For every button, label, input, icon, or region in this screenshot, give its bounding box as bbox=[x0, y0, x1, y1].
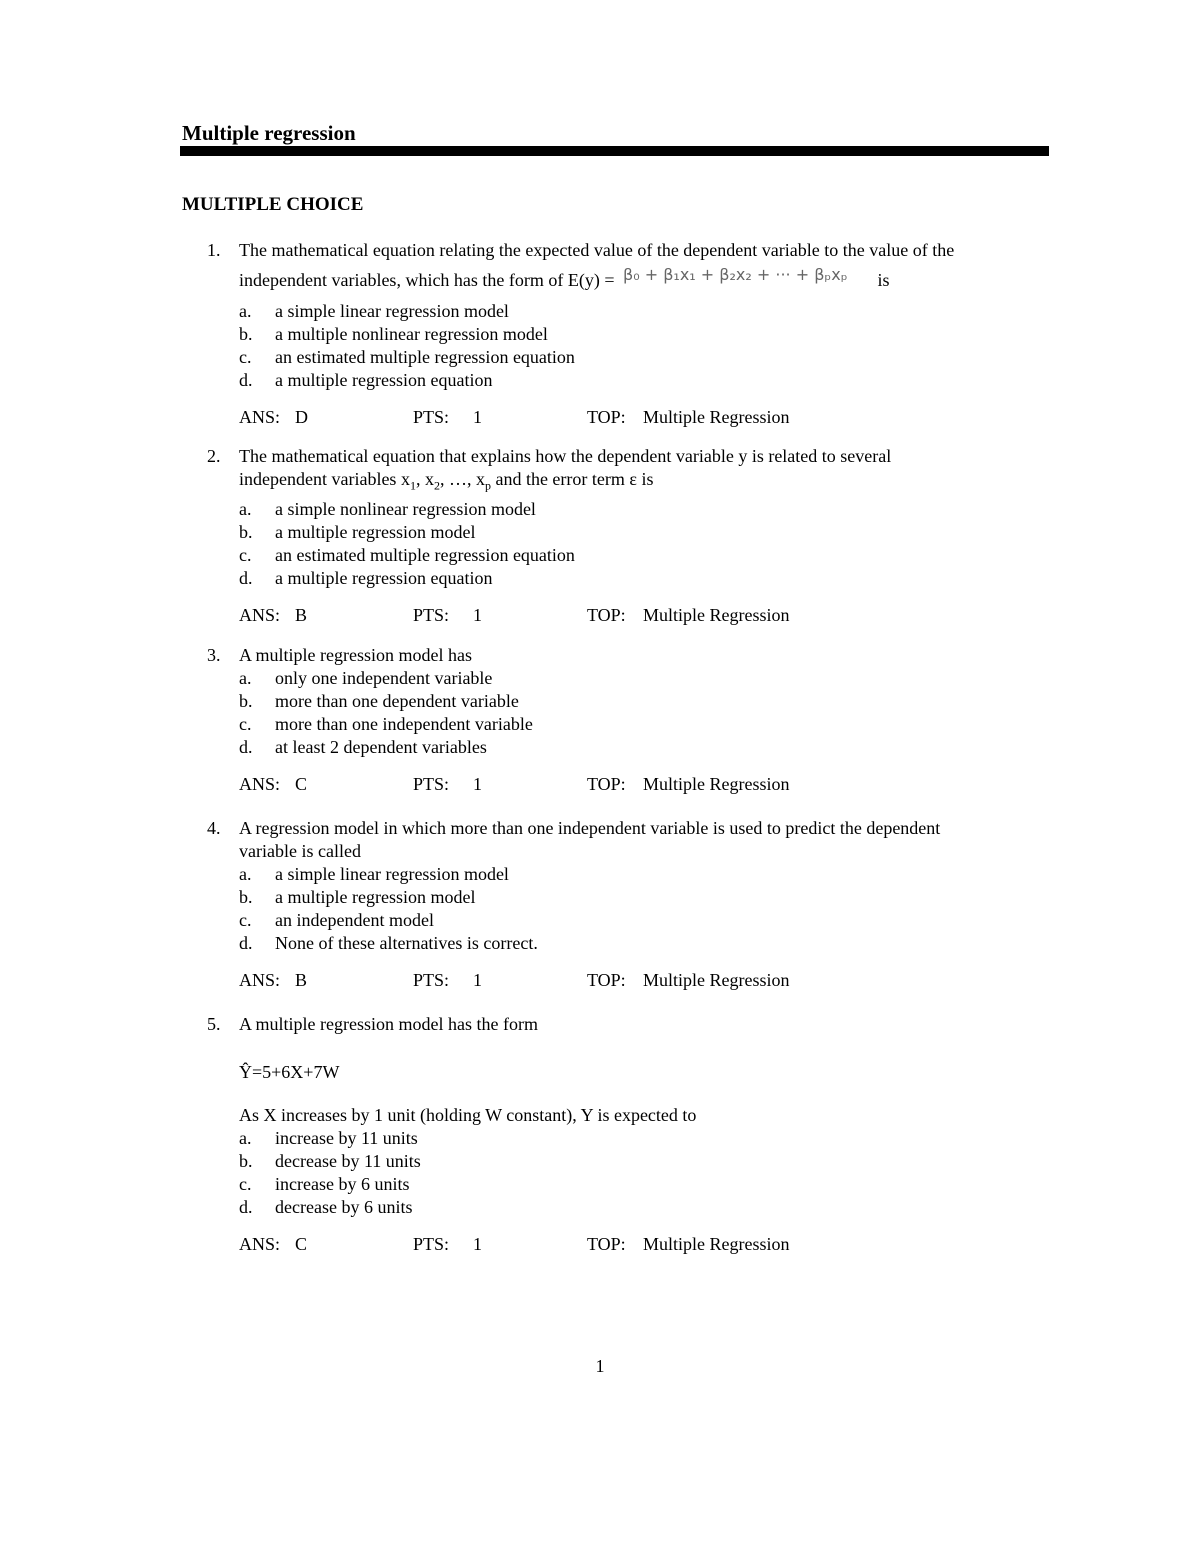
question-text-line: The mathematical equation relating the expected value of the dependent variable to the value of the bbox=[239, 240, 955, 260]
question-number: 1. bbox=[207, 240, 221, 260]
top-label: TOP: bbox=[587, 774, 626, 794]
ans-label: ANS: bbox=[239, 407, 281, 427]
question-stem bbox=[207, 817, 1037, 840]
answer-option: c. an estimated multiple regression equation bbox=[239, 544, 575, 565]
answer-option: b. more than one dependent variable bbox=[239, 691, 519, 711]
ans-value: B bbox=[295, 970, 308, 990]
question-stem bbox=[207, 239, 1037, 262]
question-stem bbox=[207, 644, 1037, 667]
pts-label: PTS: bbox=[413, 604, 450, 625]
answer-key-row bbox=[239, 1233, 1037, 1256]
top-value: Multiple Regression bbox=[643, 970, 790, 990]
top-label: TOP: bbox=[587, 970, 626, 990]
question-text-line: A multiple regression model has the form bbox=[239, 1014, 538, 1034]
top-value: Multiple Regression bbox=[643, 1234, 790, 1254]
answer-option: c. an independent model bbox=[239, 910, 434, 930]
document-title: Multiple regression bbox=[182, 121, 356, 145]
question-2 bbox=[207, 445, 1037, 627]
question-number: 2. bbox=[207, 446, 221, 466]
section-heading: MULTIPLE CHOICE bbox=[182, 194, 364, 215]
svg-text:β₀ + β₁x₁ + β₂x₂ + ··· + βₚxₚ: β₀ + β₁x₁ + β₂x₂ + ··· + βₚxₚ bbox=[623, 265, 848, 284]
top-value: Multiple Regression bbox=[643, 604, 790, 625]
answer-option: b. a multiple nonlinear regression model bbox=[239, 324, 548, 344]
question-text-line: variable is called bbox=[239, 841, 361, 861]
pts-label: PTS: bbox=[413, 1234, 450, 1254]
question-stem bbox=[207, 445, 1037, 468]
ans-label: ANS: bbox=[239, 774, 281, 794]
question-stem-line-2 bbox=[207, 840, 1037, 863]
answer-option: a. a simple linear regression model bbox=[239, 301, 509, 321]
answer-key-row bbox=[239, 604, 1037, 627]
question-4 bbox=[207, 817, 1037, 992]
regression-equation: Ŷ=5+6X+7W bbox=[239, 1062, 340, 1082]
regression-formula-image bbox=[623, 262, 869, 292]
answer-option: d. None of these alternatives is correct. bbox=[239, 933, 538, 953]
pts-label: PTS: bbox=[413, 407, 450, 427]
answer-key-row bbox=[239, 406, 1037, 429]
ans-value: C bbox=[295, 1234, 308, 1254]
pts-value: 1 bbox=[473, 604, 482, 625]
question-number: 3. bbox=[207, 645, 221, 665]
answer-option: a. a simple linear regression model bbox=[239, 864, 509, 884]
answer-option: c. more than one independent variable bbox=[239, 714, 533, 734]
answer-option: d. a multiple regression equation bbox=[239, 567, 493, 588]
answer-option: a. increase by 11 units bbox=[239, 1128, 418, 1148]
ans-value: B bbox=[295, 604, 308, 625]
question-stem-line-2: independent variables $x_1$, $x_2$, …, $x_p$ and the error term ε is bbox=[239, 469, 654, 493]
question-5 bbox=[207, 1013, 1037, 1256]
answer-option: c. an estimated multiple regression equation bbox=[239, 347, 575, 367]
answer-key-row bbox=[239, 969, 1037, 992]
ans-value: D bbox=[295, 407, 308, 427]
question-text-line: A multiple regression model has bbox=[239, 645, 472, 665]
pts-value: 1 bbox=[473, 774, 482, 794]
top-label: TOP: bbox=[587, 1234, 626, 1254]
pts-label: PTS: bbox=[413, 970, 450, 990]
answer-option: a. a simple nonlinear regression model bbox=[239, 498, 536, 519]
answer-option: d. at least 2 dependent variables bbox=[239, 737, 487, 757]
question-1 bbox=[207, 239, 1037, 429]
ans-label: ANS: bbox=[239, 604, 281, 625]
title-rule bbox=[180, 146, 1049, 156]
top-value: Multiple Regression bbox=[643, 774, 790, 794]
answer-option: b. a multiple regression model bbox=[239, 521, 476, 542]
top-label: TOP: bbox=[587, 407, 626, 427]
question-text-line: independent variables, which has the form of E(y) = bbox=[239, 270, 615, 290]
top-value: Multiple Regression bbox=[643, 407, 790, 427]
pts-value: 1 bbox=[473, 970, 482, 990]
pts-value: 1 bbox=[473, 407, 482, 427]
question-3 bbox=[207, 644, 1037, 796]
ans-value: C bbox=[295, 774, 308, 794]
ans-label: ANS: bbox=[239, 970, 281, 990]
answer-key-row bbox=[239, 773, 1037, 796]
question-stem bbox=[207, 1013, 1037, 1036]
top-label: TOP: bbox=[587, 604, 626, 625]
question-text-line: A regression model in which more than one independent variable is used to predict the dependent bbox=[239, 818, 941, 838]
pts-value: 1 bbox=[473, 1234, 482, 1254]
answer-option: c. increase by 6 units bbox=[239, 1174, 410, 1194]
answer-option: d. decrease by 6 units bbox=[239, 1197, 413, 1217]
answer-option: a. only one independent variable bbox=[239, 668, 493, 688]
ans-label: ANS: bbox=[239, 1234, 281, 1254]
question-number: 4. bbox=[207, 818, 221, 838]
question-number: 5. bbox=[207, 1014, 221, 1034]
pts-label: PTS: bbox=[413, 774, 450, 794]
answer-option: b. a multiple regression model bbox=[239, 887, 476, 907]
answer-option: b. decrease by 11 units bbox=[239, 1151, 421, 1171]
question-text-line: The mathematical equation that explains how the dependent variable y is related to several bbox=[239, 446, 892, 466]
answer-option: d. a multiple regression equation bbox=[239, 370, 493, 390]
question-text-end: is bbox=[877, 270, 890, 290]
question-stem-line-2 bbox=[207, 262, 1037, 292]
question-stem-continued: As X increases by 1 unit (holding W constant), Y is expected to bbox=[239, 1105, 697, 1125]
page-number: 1 bbox=[595, 1356, 605, 1376]
